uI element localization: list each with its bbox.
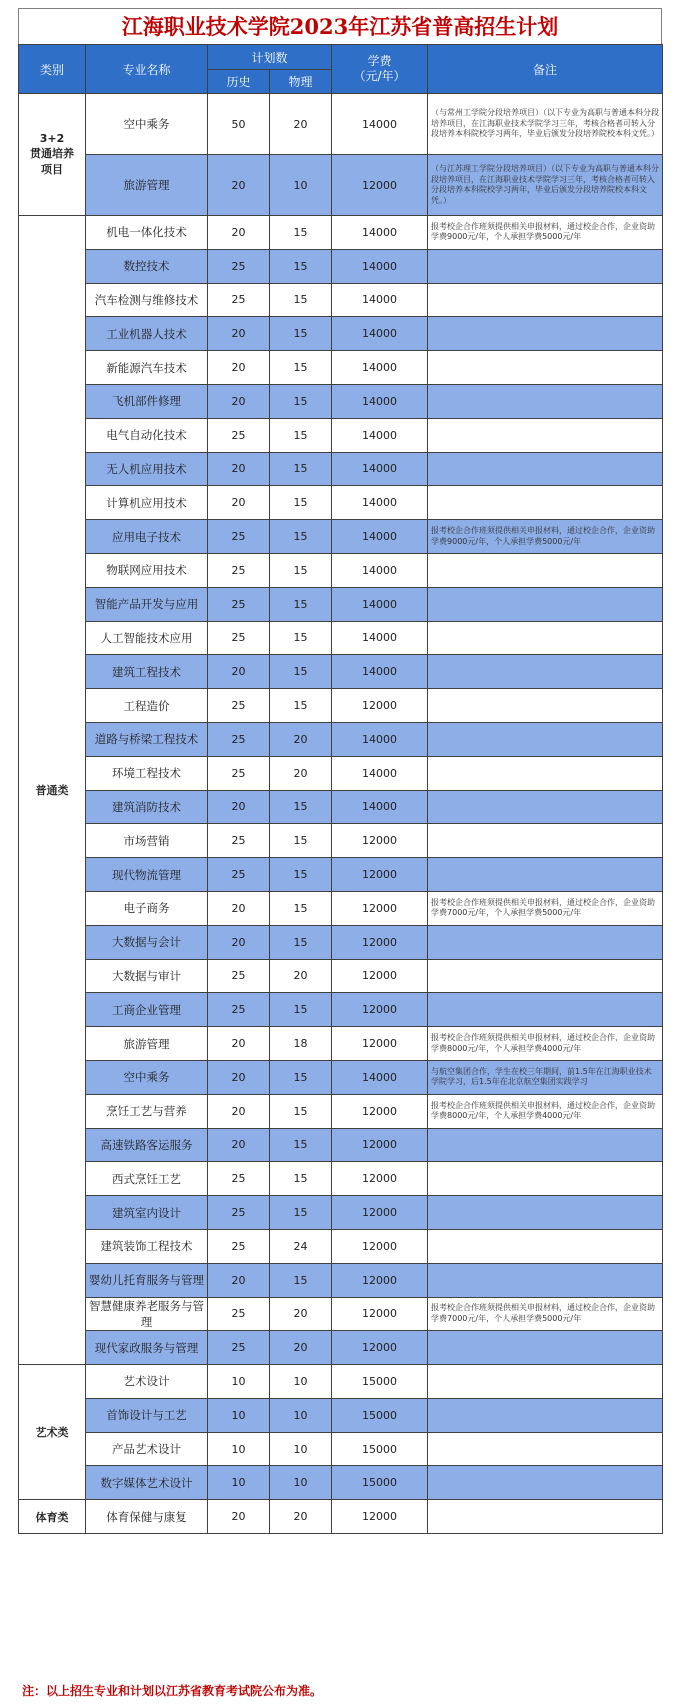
- note-cell: [428, 1500, 663, 1534]
- table-row: [19, 1094, 663, 1128]
- history-count: 20: [208, 1060, 270, 1094]
- table-row: [19, 790, 663, 824]
- major-cell: 产品艺术设计: [86, 1432, 208, 1466]
- history-count: 10: [208, 1466, 270, 1500]
- history-count: 25: [208, 689, 270, 723]
- fee-cell: 12000: [332, 1229, 428, 1263]
- note-cell: [428, 993, 663, 1027]
- category-cell: 3+2 贯通培养 项目: [19, 94, 86, 216]
- fee-cell: 14000: [332, 722, 428, 756]
- note-cell: [428, 824, 663, 858]
- table-row: [19, 351, 663, 385]
- history-count: 25: [208, 418, 270, 452]
- history-count: 20: [208, 1027, 270, 1061]
- history-count: 25: [208, 993, 270, 1027]
- fee-cell: 14000: [332, 418, 428, 452]
- major-cell: 数控技术: [86, 249, 208, 283]
- table-row: [19, 891, 663, 925]
- fee-cell: 15000: [332, 1398, 428, 1432]
- table-row: [19, 283, 663, 317]
- physics-count: 15: [270, 452, 332, 486]
- history-count: 10: [208, 1432, 270, 1466]
- history-count: 25: [208, 553, 270, 587]
- table-row: [19, 94, 663, 155]
- physics-count: 20: [270, 722, 332, 756]
- note-cell: [428, 790, 663, 824]
- fee-cell: 14000: [332, 317, 428, 351]
- fee-cell: 12000: [332, 1162, 428, 1196]
- physics-count: 10: [270, 1466, 332, 1500]
- fee-cell: 14000: [332, 94, 428, 155]
- major-cell: 现代物流管理: [86, 858, 208, 892]
- table-row: [19, 689, 663, 723]
- physics-count: 15: [270, 858, 332, 892]
- major-cell: 应用电子技术: [86, 520, 208, 554]
- physics-count: 15: [270, 384, 332, 418]
- history-count: 25: [208, 1331, 270, 1365]
- header-physics: 物理: [270, 70, 332, 94]
- table-row: [19, 1263, 663, 1297]
- history-count: 20: [208, 655, 270, 689]
- table-row: [19, 587, 663, 621]
- fee-cell: 12000: [332, 959, 428, 993]
- table-row: [19, 1060, 663, 1094]
- physics-count: 15: [270, 520, 332, 554]
- history-count: 25: [208, 858, 270, 892]
- fee-cell: 12000: [332, 1297, 428, 1331]
- plan-table: [18, 44, 663, 1534]
- history-count: 10: [208, 1365, 270, 1399]
- note-cell: [428, 486, 663, 520]
- physics-count: 15: [270, 1094, 332, 1128]
- major-cell: 人工智能技术应用: [86, 621, 208, 655]
- major-cell: 计算机应用技术: [86, 486, 208, 520]
- major-cell: 建筑室内设计: [86, 1196, 208, 1230]
- fee-cell: 12000: [332, 1196, 428, 1230]
- major-cell: 建筑消防技术: [86, 790, 208, 824]
- table-row: [19, 621, 663, 655]
- note-cell: 报考校企合作班须提供相关申报材料，通过校企合作，企业资助学费8000元/年，个人承担学费4000元/年: [428, 1027, 663, 1061]
- footnote: 注：以上招生专业和计划以江苏省教育考试院公布为准。: [22, 1684, 323, 1698]
- history-count: 25: [208, 722, 270, 756]
- history-count: 20: [208, 351, 270, 385]
- table-row: [19, 155, 663, 216]
- fee-cell: 14000: [332, 249, 428, 283]
- history-count: 25: [208, 756, 270, 790]
- note-cell: [428, 959, 663, 993]
- note-cell: [428, 722, 663, 756]
- table-row: [19, 722, 663, 756]
- major-cell: 物联网应用技术: [86, 553, 208, 587]
- major-cell: 烹饪工艺与营养: [86, 1094, 208, 1128]
- plan-sheet: [18, 8, 662, 1534]
- fee-cell: 14000: [332, 351, 428, 385]
- physics-count: 15: [270, 1162, 332, 1196]
- note-cell: [428, 317, 663, 351]
- note-cell: [428, 858, 663, 892]
- major-cell: 工商企业管理: [86, 993, 208, 1027]
- fee-cell: 14000: [332, 283, 428, 317]
- table-row: [19, 1432, 663, 1466]
- history-count: 20: [208, 790, 270, 824]
- physics-count: 15: [270, 621, 332, 655]
- major-cell: 建筑装饰工程技术: [86, 1229, 208, 1263]
- major-cell: 汽车检测与维修技术: [86, 283, 208, 317]
- plan-table-body: [19, 94, 663, 1534]
- physics-count: 18: [270, 1027, 332, 1061]
- major-cell: 高速铁路客运服务: [86, 1128, 208, 1162]
- fee-cell: 14000: [332, 587, 428, 621]
- note-cell: [428, 1432, 663, 1466]
- history-count: 20: [208, 317, 270, 351]
- note-cell: [428, 1398, 663, 1432]
- note-cell: [428, 1196, 663, 1230]
- page-title: 江海职业技术学院2023年江苏省普高招生计划: [18, 8, 662, 44]
- table-row: [19, 756, 663, 790]
- fee-cell: 12000: [332, 824, 428, 858]
- header-fee: 学费 （元/年）: [332, 45, 428, 94]
- major-cell: 空中乘务: [86, 1060, 208, 1094]
- major-cell: 电子商务: [86, 891, 208, 925]
- history-count: 25: [208, 959, 270, 993]
- physics-count: 15: [270, 283, 332, 317]
- table-row: [19, 824, 663, 858]
- header-history: 历史: [208, 70, 270, 94]
- fee-cell: 12000: [332, 1500, 428, 1534]
- history-count: 20: [208, 384, 270, 418]
- header-major: 专业名称: [86, 45, 208, 94]
- major-cell: 艺术设计: [86, 1365, 208, 1399]
- physics-count: 15: [270, 689, 332, 723]
- physics-count: 24: [270, 1229, 332, 1263]
- history-count: 25: [208, 283, 270, 317]
- note-cell: 与航空集团合作，学生在校三年期间，前1.5年在江海职业技术学院学习，后1.5年在北京航空集团实践学习: [428, 1060, 663, 1094]
- table-row: [19, 553, 663, 587]
- major-cell: 工程造价: [86, 689, 208, 723]
- major-cell: 旅游管理: [86, 155, 208, 216]
- note-cell: [428, 418, 663, 452]
- table-row: [19, 1466, 663, 1500]
- physics-count: 15: [270, 1060, 332, 1094]
- major-cell: 建筑工程技术: [86, 655, 208, 689]
- fee-cell: 14000: [332, 655, 428, 689]
- fee-cell: 14000: [332, 1060, 428, 1094]
- history-count: 25: [208, 249, 270, 283]
- fee-cell: 12000: [332, 891, 428, 925]
- history-count: 20: [208, 1128, 270, 1162]
- physics-count: 10: [270, 155, 332, 216]
- note-cell: [428, 1331, 663, 1365]
- table-row: [19, 1027, 663, 1061]
- physics-count: 15: [270, 790, 332, 824]
- table-row: [19, 1229, 663, 1263]
- fee-cell: 12000: [332, 1263, 428, 1297]
- note-cell: 报考校企合作班须提供相关申报材料，通过校企合作，企业资助学费7000元/年，个人承担学费5000元/年: [428, 1297, 663, 1331]
- fee-cell: 12000: [332, 858, 428, 892]
- note-cell: 报考校企合作班须提供相关申报材料，通过校企合作，企业资助学费7000元/年，个人承担学费5000元/年: [428, 891, 663, 925]
- note-cell: [428, 452, 663, 486]
- fee-cell: 12000: [332, 1331, 428, 1365]
- history-count: 25: [208, 1297, 270, 1331]
- major-cell: 首饰设计与工艺: [86, 1398, 208, 1432]
- fee-cell: 14000: [332, 553, 428, 587]
- fee-cell: 15000: [332, 1432, 428, 1466]
- history-count: 20: [208, 1263, 270, 1297]
- physics-count: 15: [270, 216, 332, 250]
- note-cell: [428, 249, 663, 283]
- physics-count: 20: [270, 1331, 332, 1365]
- note-cell: [428, 351, 663, 385]
- fee-cell: 15000: [332, 1466, 428, 1500]
- major-cell: 机电一体化技术: [86, 216, 208, 250]
- physics-count: 15: [270, 418, 332, 452]
- history-count: 25: [208, 520, 270, 554]
- major-cell: 体育保健与康复: [86, 1500, 208, 1534]
- physics-count: 15: [270, 317, 332, 351]
- physics-count: 15: [270, 655, 332, 689]
- note-cell: [428, 1365, 663, 1399]
- physics-count: 15: [270, 891, 332, 925]
- note-cell: [428, 1263, 663, 1297]
- table-row: [19, 418, 663, 452]
- fee-cell: 14000: [332, 520, 428, 554]
- major-cell: 道路与桥梁工程技术: [86, 722, 208, 756]
- table-row: [19, 858, 663, 892]
- fee-cell: 15000: [332, 1365, 428, 1399]
- fee-cell: 14000: [332, 216, 428, 250]
- history-count: 25: [208, 587, 270, 621]
- category-cell: 艺术类: [19, 1365, 86, 1500]
- major-cell: 现代家政服务与管理: [86, 1331, 208, 1365]
- note-cell: [428, 1162, 663, 1196]
- physics-count: 15: [270, 553, 332, 587]
- major-cell: 新能源汽车技术: [86, 351, 208, 385]
- major-cell: 飞机部件修理: [86, 384, 208, 418]
- physics-count: 15: [270, 1196, 332, 1230]
- category-cell: 体育类: [19, 1500, 86, 1534]
- history-count: 25: [208, 824, 270, 858]
- major-cell: 大数据与审计: [86, 959, 208, 993]
- table-row: [19, 1331, 663, 1365]
- header-category: 类别: [19, 45, 86, 94]
- physics-count: 15: [270, 993, 332, 1027]
- note-cell: [428, 655, 663, 689]
- physics-count: 10: [270, 1365, 332, 1399]
- major-cell: 智能产品开发与应用: [86, 587, 208, 621]
- history-count: 20: [208, 925, 270, 959]
- physics-count: 15: [270, 1263, 332, 1297]
- note-cell: （与常州工学院分段培养项目）（以下专业为高职与普通本科分段培养项目，在江海职业技术学院学习三年，考核合格者可转入分段培养本科院校学习两年，毕业后颁发分段培养院校本科文凭。）: [428, 94, 663, 155]
- history-count: 25: [208, 1229, 270, 1263]
- note-cell: [428, 756, 663, 790]
- history-count: 20: [208, 891, 270, 925]
- note-cell: [428, 283, 663, 317]
- fee-cell: 12000: [332, 1027, 428, 1061]
- major-cell: 西式烹饪工艺: [86, 1162, 208, 1196]
- note-cell: [428, 689, 663, 723]
- note-cell: [428, 553, 663, 587]
- fee-cell: 12000: [332, 1094, 428, 1128]
- fee-cell: 14000: [332, 790, 428, 824]
- table-row: [19, 1398, 663, 1432]
- header-note: 备注: [428, 45, 663, 94]
- history-count: 20: [208, 1094, 270, 1128]
- note-cell: [428, 925, 663, 959]
- major-cell: 市场营销: [86, 824, 208, 858]
- note-cell: [428, 384, 663, 418]
- table-row: [19, 925, 663, 959]
- fee-cell: 12000: [332, 925, 428, 959]
- major-cell: 空中乘务: [86, 94, 208, 155]
- history-count: 25: [208, 1162, 270, 1196]
- note-cell: [428, 1128, 663, 1162]
- table-row: [19, 1162, 663, 1196]
- note-cell: （与江苏理工学院分段培养项目）（以下专业为高职与普通本科分段培养项目，在江海职业技术学院学习三年，考核合格者可转入分段培养本科院校学习两年，毕业后颁发分段培养院校本科文凭。）: [428, 155, 663, 216]
- note-cell: [428, 1229, 663, 1263]
- fee-cell: 14000: [332, 621, 428, 655]
- physics-count: 20: [270, 94, 332, 155]
- major-cell: 工业机器人技术: [86, 317, 208, 351]
- history-count: 20: [208, 216, 270, 250]
- history-count: 20: [208, 1500, 270, 1534]
- physics-count: 15: [270, 1128, 332, 1162]
- history-count: 25: [208, 1196, 270, 1230]
- table-row: [19, 216, 663, 250]
- fee-cell: 12000: [332, 993, 428, 1027]
- major-cell: 智慧健康养老服务与管理: [86, 1297, 208, 1331]
- physics-count: 15: [270, 587, 332, 621]
- header-plan: 计划数: [208, 45, 332, 70]
- table-row: [19, 520, 663, 554]
- table-row: [19, 1365, 663, 1399]
- note-cell: 报考校企合作班须提供相关申报材料，通过校企合作，企业资助学费8000元/年，个人承担学费4000元/年: [428, 1094, 663, 1128]
- physics-count: 20: [270, 959, 332, 993]
- table-row: [19, 317, 663, 351]
- note-cell: [428, 587, 663, 621]
- table-row: [19, 249, 663, 283]
- table-row: [19, 1196, 663, 1230]
- fee-cell: 14000: [332, 452, 428, 486]
- history-count: 20: [208, 452, 270, 486]
- physics-count: 20: [270, 1297, 332, 1331]
- note-cell: [428, 1466, 663, 1500]
- table-row: [19, 384, 663, 418]
- major-cell: 数字媒体艺术设计: [86, 1466, 208, 1500]
- physics-count: 10: [270, 1432, 332, 1466]
- table-row: [19, 1500, 663, 1534]
- table-row: [19, 1128, 663, 1162]
- category-cell: 普通类: [19, 216, 86, 1365]
- physics-count: 15: [270, 486, 332, 520]
- major-cell: 环境工程技术: [86, 756, 208, 790]
- table-row: [19, 486, 663, 520]
- physics-count: 15: [270, 925, 332, 959]
- history-count: 50: [208, 94, 270, 155]
- table-row: [19, 959, 663, 993]
- physics-count: 15: [270, 249, 332, 283]
- fee-cell: 14000: [332, 486, 428, 520]
- physics-count: 20: [270, 756, 332, 790]
- history-count: 10: [208, 1398, 270, 1432]
- physics-count: 15: [270, 824, 332, 858]
- history-count: 25: [208, 621, 270, 655]
- fee-cell: 14000: [332, 384, 428, 418]
- history-count: 20: [208, 155, 270, 216]
- major-cell: 婴幼儿托育服务与管理: [86, 1263, 208, 1297]
- table-row: [19, 452, 663, 486]
- major-cell: 无人机应用技术: [86, 452, 208, 486]
- table-row: [19, 655, 663, 689]
- fee-cell: 12000: [332, 155, 428, 216]
- fee-cell: 12000: [332, 1128, 428, 1162]
- major-cell: 电气自动化技术: [86, 418, 208, 452]
- fee-cell: 12000: [332, 689, 428, 723]
- major-cell: 旅游管理: [86, 1027, 208, 1061]
- table-row: [19, 993, 663, 1027]
- physics-count: 15: [270, 351, 332, 385]
- note-cell: [428, 621, 663, 655]
- history-count: 20: [208, 486, 270, 520]
- note-cell: 报考校企合作班须提供相关申报材料，通过校企合作，企业资助学费9000元/年，个人承担学费5000元/年: [428, 520, 663, 554]
- note-cell: 报考校企合作班须提供相关申报材料，通过校企合作，企业资助学费9000元/年，个人承担学费5000元/年: [428, 216, 663, 250]
- table-row: [19, 1297, 663, 1331]
- major-cell: 大数据与会计: [86, 925, 208, 959]
- fee-cell: 14000: [332, 756, 428, 790]
- physics-count: 20: [270, 1500, 332, 1534]
- physics-count: 10: [270, 1398, 332, 1432]
